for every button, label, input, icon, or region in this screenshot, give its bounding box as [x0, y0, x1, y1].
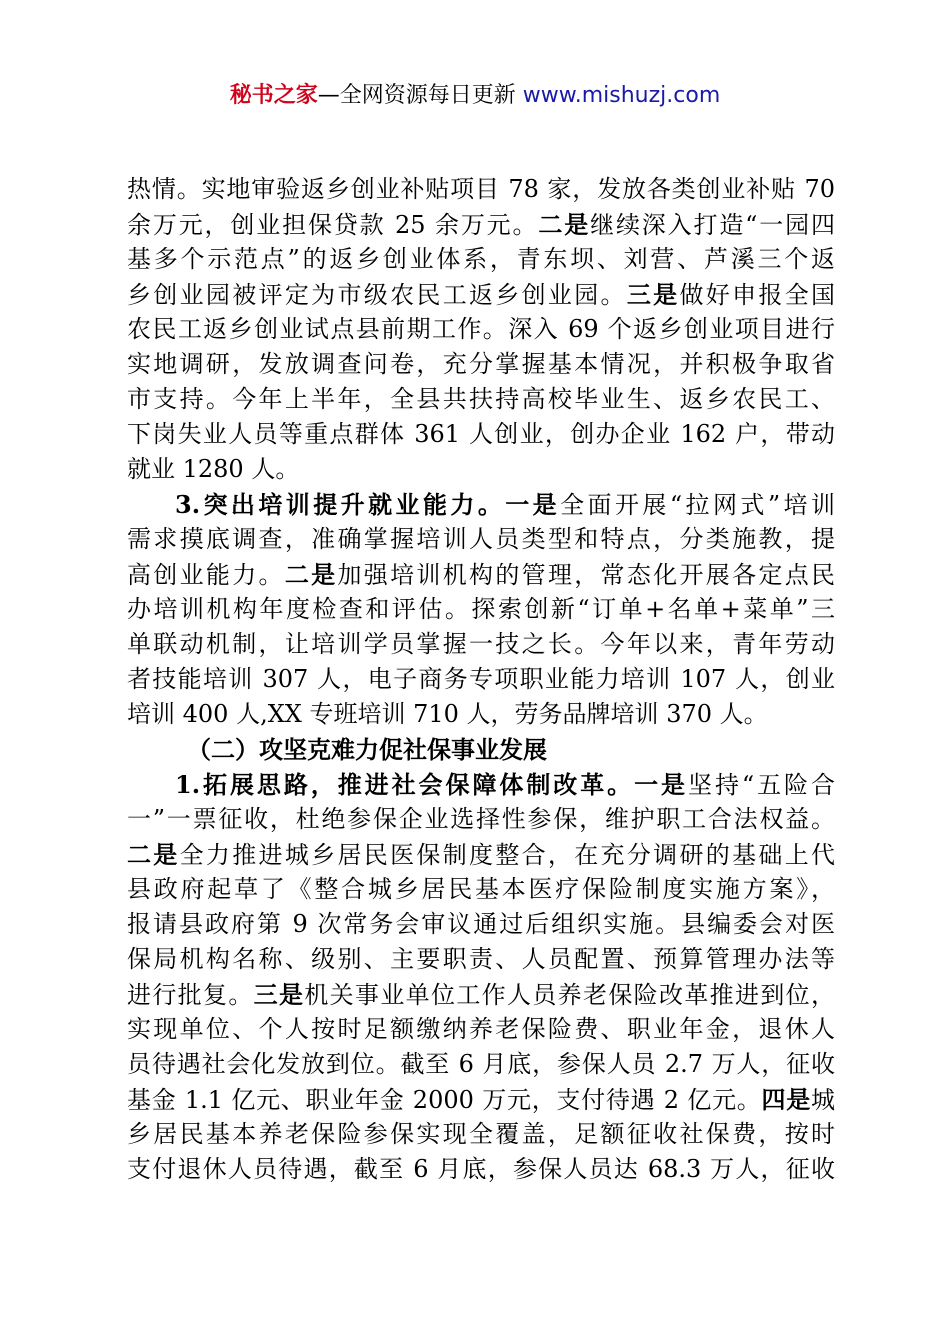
body-text: 全面开展“拉网式”培训: [560, 491, 835, 519]
body-text: 实现单位、个人按时足额缴纳养老保险费、职业年金，退休人: [127, 1015, 835, 1043]
site-header: [0, 80, 950, 112]
text-line: [127, 312, 835, 347]
text-line: [127, 697, 835, 732]
bold-text: 三是: [253, 980, 305, 1009]
text-line: [127, 452, 835, 487]
text-line: [127, 907, 835, 942]
text-line: [127, 382, 835, 417]
text-line: [127, 522, 835, 557]
bold-text: 3.突出培训提升就业能力。一是: [175, 490, 561, 519]
body-text: 县政府起草了《整合城乡居民基本医疗保险制度实施方案》，: [127, 875, 835, 903]
body-text: 支付退休人员待遇，截至 6 月底，参保人员达 68.3 万人，征收: [127, 1155, 835, 1183]
site-url-link[interactable]: www.mishuzj.com: [522, 83, 721, 108]
body-text: 单联动机制，让培训学员掌握一技之长。今年以来，青年劳动: [127, 630, 835, 658]
body-text: 农民工返乡创业试点县前期工作。深入 69 个返乡创业项目进行: [127, 315, 835, 343]
text-line: [127, 592, 835, 627]
text-line: [127, 417, 835, 452]
text-line: [127, 802, 835, 837]
body-text: 基多个示范点”的返乡创业体系，青东坝、刘营、芦溪三个返: [127, 245, 835, 273]
body-text: 全力推进城乡居民医保制度整合，在充分调研的基础上代: [179, 841, 836, 869]
text-line: [127, 977, 835, 1012]
text-line: [127, 1082, 835, 1117]
body-text: 热情。实地审验返乡创业补贴项目 78 家，发放各类创业补贴 70: [127, 175, 835, 203]
text-line: [127, 1047, 835, 1082]
text-line: [127, 1152, 835, 1187]
body-text: 一”一票征收，杜绝参保企业选择性参保，维护职工合法权益。: [127, 805, 835, 833]
body-text: 做好申报全国: [679, 281, 836, 309]
bold-text: 四是: [761, 1085, 811, 1114]
body-text: 基金 1.1 亿元、职业年金 2000 万元，支付待遇 2 亿元。: [127, 1086, 762, 1114]
text-line: [127, 732, 835, 767]
body-text: 报请县政府第 9 次常务会审议通过后组织实施。县编委会对医: [127, 910, 835, 938]
text-line: [127, 767, 835, 802]
body-text: 市支持。今年上半年，全县共扶持高校毕业生、返乡农民工、: [127, 385, 835, 413]
text-line: [127, 277, 835, 312]
bold-text: 三是: [626, 280, 680, 309]
text-line: [127, 872, 835, 907]
text-line: [127, 487, 835, 522]
body-text: 乡创业园被评定为市级农民工返乡创业园。: [127, 281, 627, 309]
body-text: 者技能培训 307 人，电子商务专项职业能力培训 107 人，创业: [127, 665, 835, 693]
body-text: 余万元，创业担保贷款 25 余万元。: [127, 211, 539, 239]
body-text: 下岗失业人员等重点群体 361 人创业，创办企业 162 户，带动: [127, 420, 835, 448]
text-line: [127, 1012, 835, 1047]
body-text: 进行批复。: [127, 981, 254, 1009]
body-text: 实地调研，发放调查问卷，充分掌握基本情况，并积极争取省: [127, 350, 835, 378]
bold-text: 1.拓展思路，推进社会保障体制改革。一是: [175, 770, 688, 799]
text-line: [127, 837, 835, 872]
body-text: 保局机构名称、级别、主要职责、人员配置、预算管理办法等: [127, 945, 835, 973]
body-text: 培训 400 人,XX 专班培训 710 人，劳务品牌培训 370 人。: [127, 700, 768, 728]
text-line: [127, 347, 835, 382]
text-line: [127, 557, 835, 592]
text-line: [127, 942, 835, 977]
bold-text: （二）攻坚克难力促社保事业发展: [187, 735, 547, 764]
body-text: 机关事业单位工作人员养老保险改革推进到位，: [304, 981, 836, 1009]
site-brand: 秘书之家: [229, 83, 318, 108]
body-text: 加强培训机构的管理，常态化开展各定点民: [337, 561, 836, 589]
body-text: 员待遇社会化发放到位。截至 6 月底，参保人员 2.7 万人，征收: [127, 1050, 835, 1078]
body-text: 继续深入打造“一园四: [590, 211, 836, 239]
text-line: [127, 172, 835, 207]
text-line: [127, 242, 835, 277]
body-text: 高创业能力。: [127, 561, 285, 589]
text-line: [127, 1117, 835, 1152]
bold-text: 二是: [284, 560, 338, 589]
text-line: [127, 627, 835, 662]
body-text: 就业 1280 人。: [127, 455, 300, 483]
bold-text: 二是: [538, 210, 591, 239]
text-line: [127, 662, 835, 697]
body-text: 需求摸底调查，准确掌握培训人员类型和特点，分类施教，提: [127, 525, 835, 553]
bold-text: 二是: [127, 840, 180, 869]
body-text: 城: [811, 1086, 835, 1114]
body-text: 坚持“五险合: [688, 771, 835, 799]
document-body: [127, 172, 835, 1187]
text-line: [127, 207, 835, 242]
site-slogan: —全网资源每日更新: [317, 83, 523, 108]
body-text: 办培训机构年度检查和评估。探索创新“订单+名单+菜单”三: [127, 595, 835, 623]
body-text: 乡居民基本养老保险参保实现全覆盖，足额征收社保费，按时: [127, 1120, 835, 1148]
